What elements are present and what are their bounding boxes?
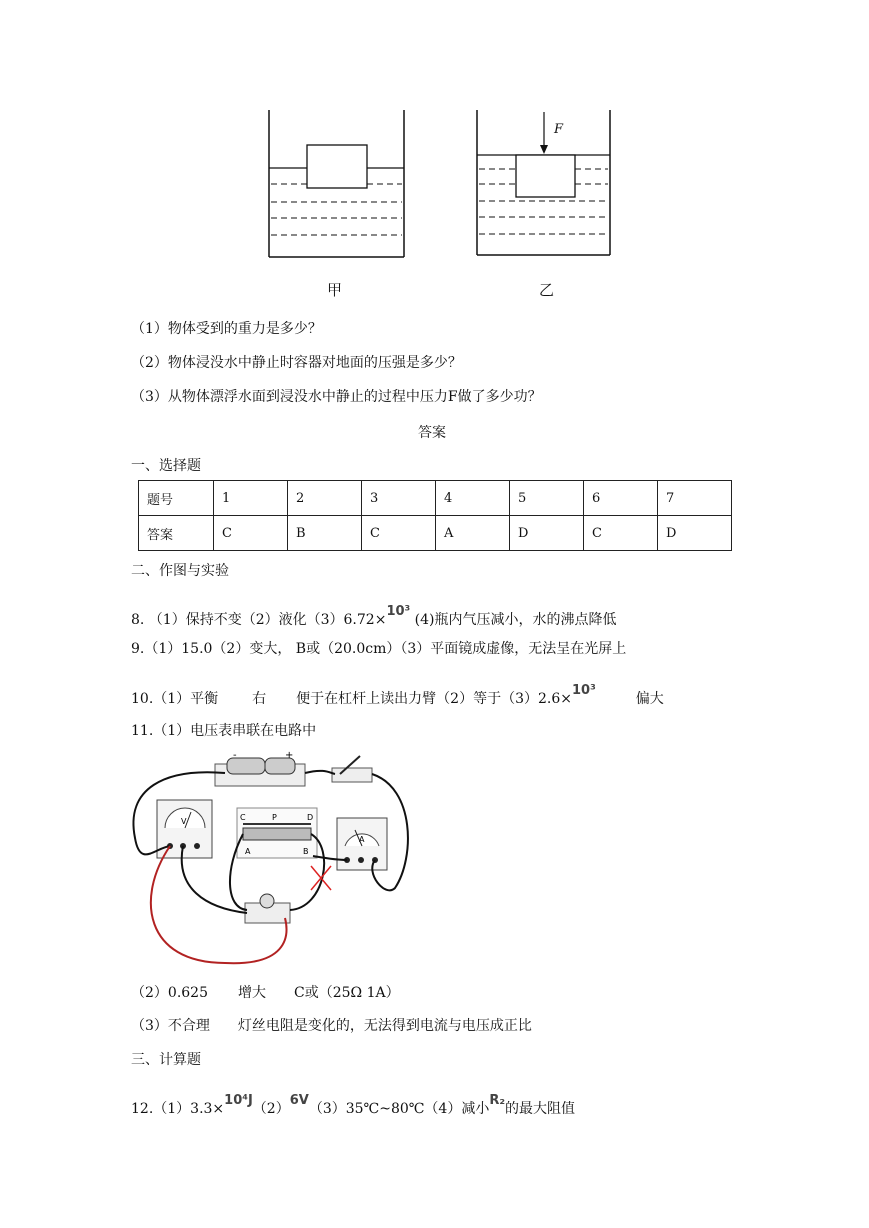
table-cell: 7 [658, 481, 732, 516]
svg-text:D: D [307, 813, 314, 822]
rheostat-icon [237, 808, 317, 858]
voltmeter-icon [157, 800, 212, 858]
switch-icon [332, 756, 372, 782]
table-cell: A [436, 516, 510, 551]
table-cell: 1 [214, 481, 288, 516]
table-cell: 3 [362, 481, 436, 516]
answer-12: 12.（1）3.3×10⁴J（2）6V（3）35℃~80℃（4）减小R₂的最大阻值 [131, 1093, 576, 1117]
answer-8: 8. （1）保持不变（2）液化（3）6.72×10³ (4)瓶内气压减小，水的沸点降低 [131, 604, 617, 628]
battery-icon [215, 750, 305, 786]
table-cell: B [288, 516, 362, 551]
question-1: （1）物体受到的重力是多少？ [131, 321, 322, 337]
svg-text:A: A [359, 835, 365, 844]
superscript: 10³ [571, 683, 596, 698]
submerged-block [516, 155, 575, 197]
superscript: 10⁴J [224, 1093, 253, 1108]
table-cell: D [658, 516, 732, 551]
svg-text:B: B [303, 847, 309, 856]
container-figure [260, 100, 620, 270]
answer-table [138, 480, 732, 551]
svg-text:P: P [272, 813, 277, 822]
answer-9: 9.（1）15.0（2）变大， B或（20.0cm）（3）平面镜成虚像，无法呈在光屏上 [131, 641, 627, 657]
floating-block [307, 145, 367, 188]
question-2: （2）物体浸没水中静止时容器对地面的压强是多少？ [131, 355, 462, 371]
label-jia: 甲 [327, 281, 343, 299]
ammeter-icon [337, 818, 387, 870]
container-jia [269, 110, 404, 257]
force-label: F [554, 122, 564, 137]
table-cell: 题号 [139, 481, 214, 516]
svg-text:+: + [285, 750, 294, 761]
answer-11: 11.（1）电压表串联在电路中 [131, 723, 317, 739]
svg-text:V: V [181, 817, 187, 826]
answer-11-2: （2）0.625 增大 C或（25Ω 1A） [131, 985, 400, 1001]
superscript: 6V [289, 1093, 309, 1108]
circuit-diagram [125, 748, 415, 970]
answer-10: 10.（1）平衡 右 便于在杠杆上读出力臂（2）等于（3）2.6×10³偏大 [131, 683, 664, 707]
superscript: 10³ [386, 604, 411, 619]
table-cell: 2 [288, 481, 362, 516]
section-choice: 一、选择题 [131, 458, 201, 474]
table-row [139, 481, 732, 516]
answer-11-3: （3）不合理 灯丝电阻是变化的，无法得到电流与电压成正比 [131, 1018, 532, 1034]
table-cell: C [214, 516, 288, 551]
table-row [139, 516, 732, 551]
container-yi [477, 110, 610, 255]
section-experiment: 二、作图与实验 [131, 563, 229, 579]
table-cell: 6 [584, 481, 658, 516]
lamp-icon [245, 894, 290, 923]
svg-text:A: A [245, 847, 251, 856]
label-yi: 乙 [539, 281, 555, 299]
table-cell: 答案 [139, 516, 214, 551]
superscript: R₂ [489, 1093, 506, 1108]
table-cell: C [584, 516, 658, 551]
svg-text:C: C [240, 813, 246, 822]
answer-title: 答案 [418, 425, 446, 441]
table-cell: C [362, 516, 436, 551]
svg-text:-: - [233, 750, 237, 761]
table-cell: 5 [510, 481, 584, 516]
question-3: （3）从物体漂浮水面到浸没水中静止的过程中压力F做了多少功？ [131, 389, 542, 405]
section-calculation: 三、计算题 [131, 1052, 201, 1068]
table-cell: D [510, 516, 584, 551]
table-cell: 4 [436, 481, 510, 516]
cross-mark-icon [311, 866, 331, 890]
